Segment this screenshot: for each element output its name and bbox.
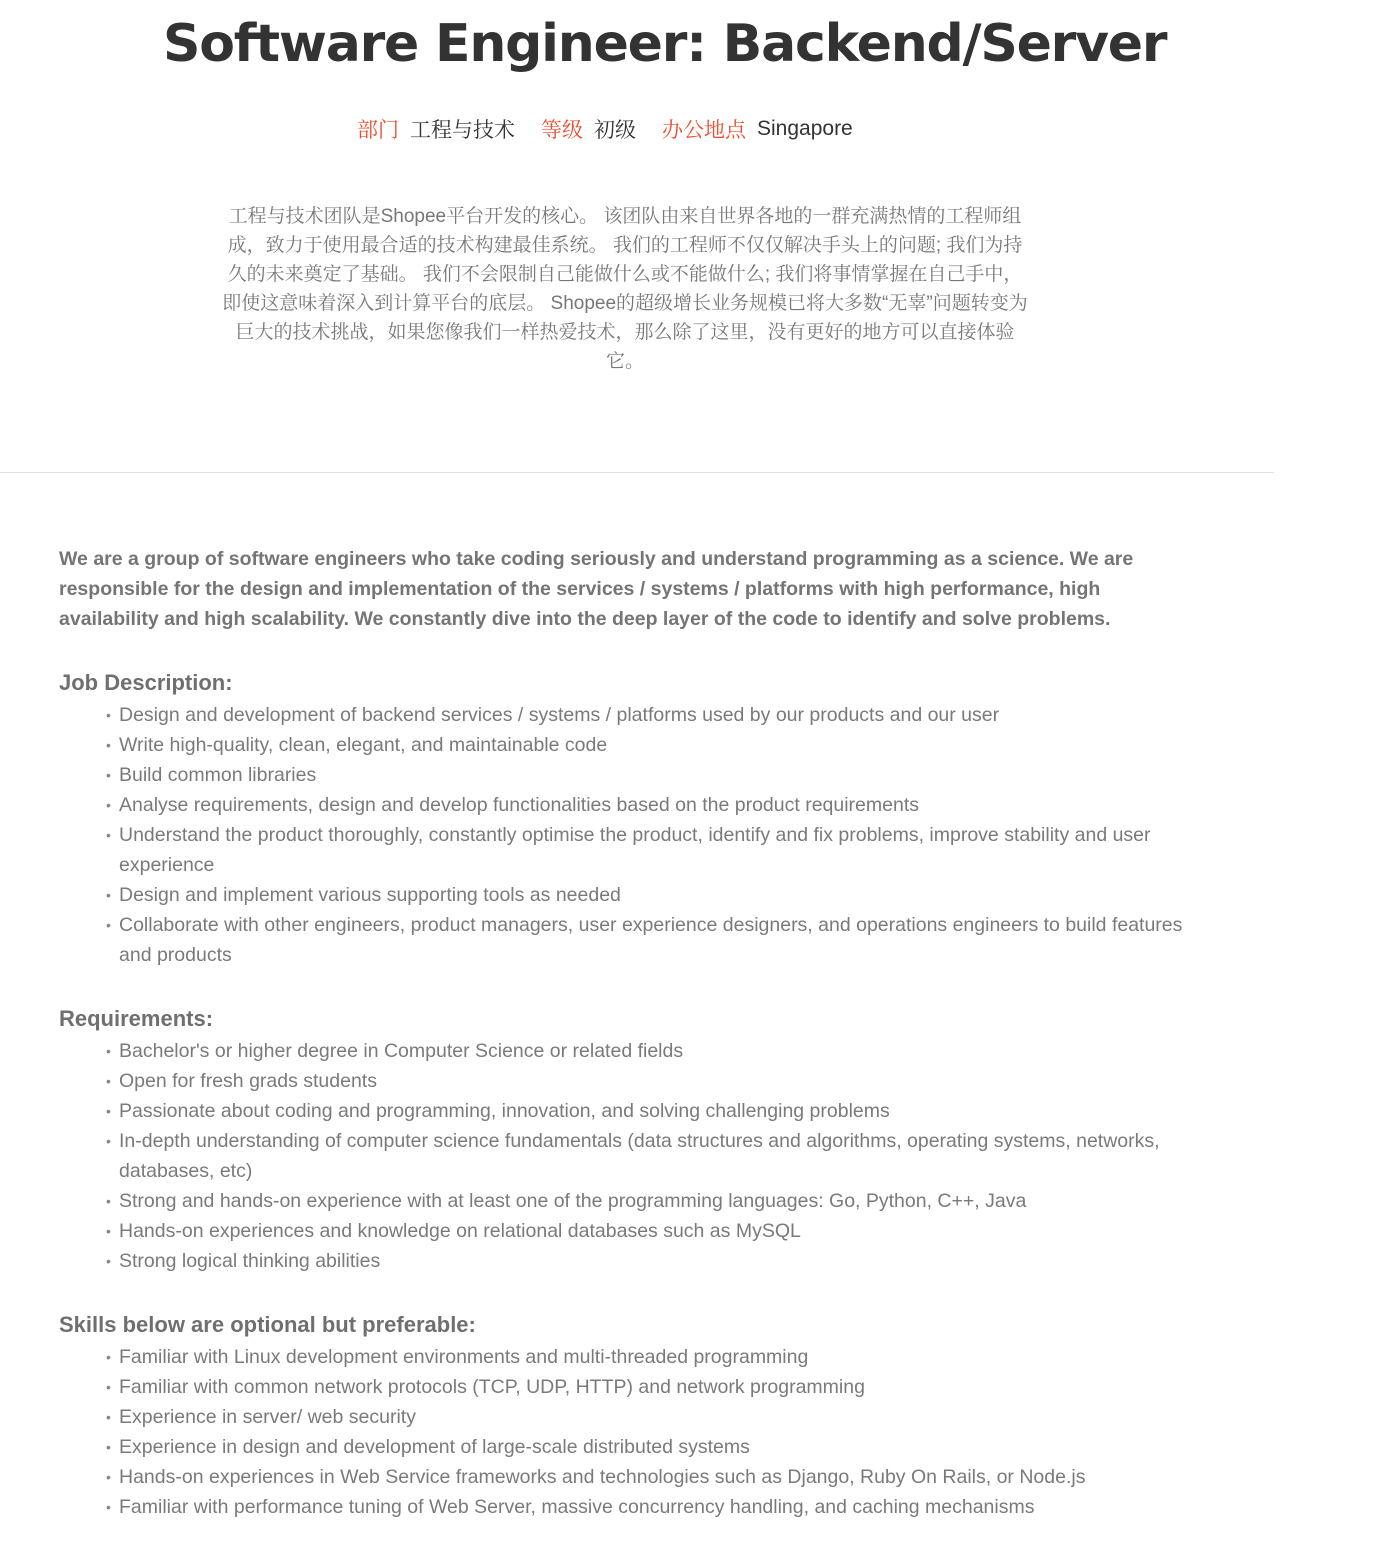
- optional-skills-list: [59, 1342, 1199, 1522]
- list-item: • Familiar with performance tuning of Web Server, massive concurrency handling, and caching mechanisms: [106, 1492, 1199, 1522]
- meta-level-label: 等级: [541, 119, 583, 142]
- list-item: • Passionate about coding and programming, innovation, and solving challenging problems: [106, 1096, 1199, 1126]
- list-item: • Write high-quality, clean, elegant, and maintainable code: [106, 730, 1199, 760]
- section-job-description: [59, 666, 1199, 970]
- list-item: • Analyse requirements, design and develop functionalities based on the product requirements: [106, 790, 1199, 820]
- meta-department-label: 部门: [357, 119, 399, 142]
- list-item: • Familiar with common network protocols (TCP, UDP, HTTP) and network programming: [106, 1372, 1199, 1402]
- list-item: • Bachelor's or higher degree in Computer Science or related fields: [106, 1036, 1199, 1066]
- meta-level-value: 初级: [594, 119, 636, 142]
- meta-department: [357, 114, 515, 144]
- list-item: • Experience in server/ web security: [106, 1402, 1199, 1432]
- section-divider: [0, 472, 1274, 473]
- meta-department-value: 工程与技术: [410, 119, 515, 142]
- meta-level: [541, 114, 636, 144]
- list-item: • Understand the product thoroughly, constantly optimise the product, identify and fix problems, improve stability and user experience: [106, 820, 1199, 880]
- meta-location-label: 办公地点: [662, 119, 746, 142]
- section-optional-skills: [59, 1308, 1199, 1522]
- meta-location: [662, 114, 853, 144]
- section-requirements: [59, 1002, 1199, 1276]
- team-intro: 工程与技术团队是Shopee平台开发的核心。 该团队由来自世界各地的一群充满热情的工程师组成，致力于使用最合适的技术构建最佳系统。 我们的工程师不仅仅解决手头上的问题; 我们为持久的未来奠定了基础。 我们不会限制自己能做什么或不能做什么; 我们将事情掌握在自己手中，即使这意味着深入到计算平台的底层。 Shopee的超级增长业务规模已将大多数“无辜”问题转变为巨大的技术挑战，如果您像我们一样热爱技术，那么除了这里，没有更好的地方可以直接体验它。: [222, 206, 1028, 372]
- list-item: • Hands-on experiences in Web Service frameworks and technologies such as Django, Ruby On Rails, or Node.js: [106, 1462, 1199, 1492]
- meta-location-value: Singapore: [757, 117, 853, 140]
- job-description-list: [59, 700, 1199, 970]
- list-item: • Strong and hands-on experience with at least one of the programming languages: Go, Python, C++, Java: [106, 1186, 1199, 1216]
- team-summary: We are a group of software engineers who take coding seriously and understand programming as a science. We are responsible for the design and implementation of the services / systems / platforms with high performance, high availability and high scalability. We constantly dive into the deep layer of the code to identify and solve problems.: [59, 548, 1134, 630]
- list-item: • Hands-on experiences and knowledge on relational databases such as MySQL: [106, 1216, 1199, 1246]
- job-meta-row: [357, 113, 879, 145]
- list-item: • Open for fresh grads students: [106, 1066, 1199, 1096]
- list-item: • Strong logical thinking abilities: [106, 1246, 1199, 1276]
- job-title: Software Engineer: Backend/Server: [163, 14, 1167, 74]
- section-heading: Requirements:: [59, 1006, 214, 1031]
- list-item: • In-depth understanding of computer science fundamentals (data structures and algorithms, operating systems, networks, databases, etc): [106, 1126, 1199, 1186]
- list-item: • Design and development of backend services / systems / platforms used by our products and our user: [106, 700, 1199, 730]
- job-details: [59, 544, 1199, 1522]
- list-item: • Collaborate with other engineers, product managers, user experience designers, and operations engineers to build features and products: [106, 910, 1199, 970]
- requirements-list: [59, 1036, 1199, 1276]
- list-item: • Design and implement various supporting tools as needed: [106, 880, 1199, 910]
- list-item: • Build common libraries: [106, 760, 1199, 790]
- list-item: • Experience in design and development of large-scale distributed systems: [106, 1432, 1199, 1462]
- section-heading: Skills below are optional but preferable:: [59, 1312, 476, 1337]
- list-item: • Familiar with Linux development environments and multi-threaded programming: [106, 1342, 1199, 1372]
- section-heading: Job Description:: [59, 670, 233, 695]
